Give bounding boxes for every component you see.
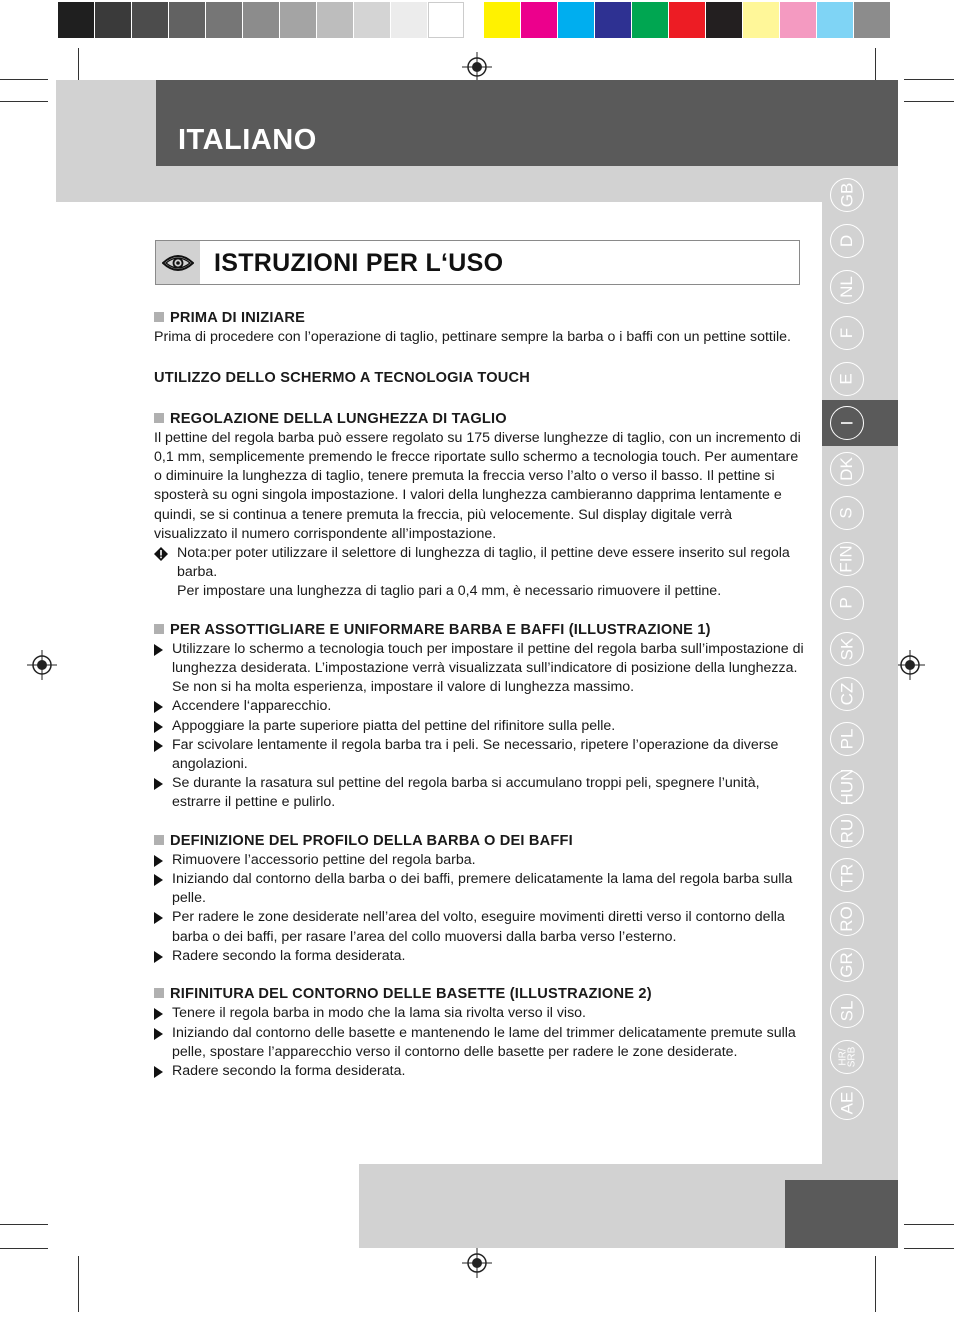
heading-regolazione: REGOLAZIONE DELLA LUNGHEZZA DI TAGLIO (154, 410, 804, 429)
list-item: Iniziando dal contorno delle basette e mantenendo le lame del trimmer delicatamente premute sulla pelle, spostare l’apparecchio verso il contorno delle basette per radere le zone desiderate. (154, 1024, 804, 1062)
language-tab-label: DK (837, 457, 856, 481)
swatch (743, 2, 779, 38)
swatch (58, 2, 94, 38)
swatch (558, 2, 594, 38)
list-item: Appoggiare la parte superiore piatta del pettine del rifinitore sulla pelle. (154, 717, 804, 736)
crop-mark (0, 101, 48, 102)
swatch (132, 2, 168, 38)
language-tab-label: P (837, 597, 856, 609)
language-tab-f[interactable] (830, 316, 864, 350)
crop-mark (78, 1256, 79, 1312)
language-tab-label: TR (836, 863, 856, 887)
crop-mark (875, 1256, 876, 1312)
swatch (780, 2, 816, 38)
language-tab-label: D (837, 234, 856, 248)
language-tab-label: HUN (837, 768, 856, 806)
bullet-arrow-icon (154, 1066, 163, 1078)
swatch (354, 2, 390, 38)
bullet-arrow-icon (154, 740, 163, 752)
language-tab-label: RU (837, 818, 856, 844)
language-tab-label: FIN (836, 545, 856, 573)
swatch (632, 2, 668, 38)
crop-mark (0, 1224, 48, 1225)
list-item: Per radere le zone desiderate nell’area del volto, eseguire movimenti diretti verso il contorno della barba o dei baffi, per rasare l’area del collo muoversi dalla barba verso l’esterno. (154, 908, 804, 946)
bullet-arrow-icon (154, 874, 163, 886)
swatch (669, 2, 705, 38)
bullet-arrow-icon (154, 644, 163, 656)
color-calibration-bar-process (484, 2, 891, 38)
section-icon-box (156, 241, 200, 284)
language-tab-label: E (837, 373, 856, 385)
header-bar (156, 80, 898, 166)
list-item: Rimuovere l’accessorio pettine del regola barba. (154, 851, 804, 870)
crop-mark (904, 1224, 954, 1225)
language-tab-hun[interactable] (830, 770, 864, 804)
paragraph-regolazione: Il pettine del regola barba può essere regolato su 175 diverse lunghezze di taglio, con un incremento di 0,1 mm, semplicemente premendo le frecce riportate sullo schermo a tecnologia touch. Per aumentare o diminuire la lunghezza di taglio, tenere premuta la freccia verso l’alto o verso il basso. Il pettine si sposterà su ogni singola impostazione. I valori della lunghezza cambieranno dapprima lentamente e quindi, se si continua a tenere premuta la freccia, più velocemente. Sul display digitale verrà visualizzato il numero corrispondente all’impostazione. (154, 429, 801, 542)
swatch (391, 2, 427, 38)
bullet-arrow-icon (154, 778, 163, 790)
language-tab-ro[interactable] (830, 902, 864, 936)
language-tab-dk[interactable] (830, 452, 864, 486)
section-title: ISTRUZIONI PER L‘USO (214, 249, 504, 277)
language-tab-label: PL (836, 728, 856, 750)
paragraph-prima: Prima di procedere con l’operazione di taglio, pettinare sempre la barba o i baffi con un pettine sottile. (154, 329, 791, 346)
swatch (317, 2, 353, 38)
language-tab-label: GR (837, 952, 856, 978)
language-tab-label: CZ (836, 682, 856, 706)
crop-mark (0, 79, 48, 80)
registration-mark-icon (27, 650, 57, 680)
language-tab-label: AE (837, 1091, 856, 1115)
language-tab-label: SL (836, 1000, 856, 1022)
language-tab-label: F (836, 327, 856, 339)
list-item: Utilizzare lo schermo a tecnologia touch per impostare il pettine del regola barba sull’impostazione di lunghezza desiderata. L’impostazione verrà visualizzata sull’indicatore di posizione della lunghezza. Se non si ha molta esperienza, impostare il valore di lunghezza massimo. (154, 640, 804, 698)
heading-touch: UTILIZZO DELLO SCHERMO A TECNOLOGIA TOUCH (154, 370, 531, 387)
language-tab-label: NL (836, 276, 856, 298)
frame-left-block (56, 80, 156, 202)
language-tab-label: SK (837, 637, 856, 661)
language-tab-gr[interactable] (830, 948, 864, 982)
swatch (95, 2, 131, 38)
swatch (817, 2, 853, 38)
swatch (521, 2, 557, 38)
language-tab-label: RO (837, 906, 856, 932)
document-body (154, 309, 804, 1081)
registration-mark-icon (462, 1248, 492, 1278)
list-item: Iniziando dal contorno della barba o dei baffi, premere delicatamente la lama del regola barba sulla pelle. (154, 870, 804, 908)
crop-mark (904, 1248, 954, 1249)
registration-mark-icon (895, 650, 925, 680)
language-tab-i[interactable] (830, 406, 864, 440)
language-tab-s[interactable] (830, 496, 864, 530)
bullet-arrow-icon (154, 912, 163, 924)
swatch (206, 2, 242, 38)
language-tab-label: GB (837, 182, 856, 208)
page-number-box (785, 1180, 898, 1248)
bullet-arrow-icon (154, 951, 163, 963)
list-item: Se durante la rasatura sul pettine del regola barba si accumulano troppi peli, spegnere l’unità, estrarre il pettine e pulirlo. (154, 774, 804, 812)
language-tab-p[interactable] (830, 586, 864, 620)
page-title: ITALIANO (178, 124, 317, 156)
list-item: Radere secondo la forma desiderata. (154, 1062, 804, 1081)
bullet-arrow-icon (154, 855, 163, 867)
heading-prima: PRIMA DI INIZIARE (154, 309, 804, 328)
note-text-1: Nota:per poter utilizzare il selettore di lunghezza di taglio, il pettine deve essere inserito sul regola barba. (177, 545, 790, 581)
crop-mark (904, 79, 954, 80)
bullet-arrow-icon (154, 1008, 163, 1020)
swatch (854, 2, 890, 38)
eye-icon (162, 253, 194, 273)
language-tab-d[interactable] (830, 224, 864, 258)
swatch (428, 2, 464, 38)
language-tab-sk[interactable] (830, 632, 864, 666)
heading-profilo: DEFINIZIONE DEL PROFILO DELLA BARBA O DEI BAFFI (154, 832, 804, 851)
frame-top-band (156, 166, 898, 202)
swatch (169, 2, 205, 38)
language-tab-e[interactable] (830, 362, 864, 396)
heading-assottigliare: PER ASSOTTIGLIARE E UNIFORMARE BARBA E BAFFI (ILLUSTRAZIONE 1) (154, 621, 804, 640)
list-assottigliare (154, 640, 804, 813)
language-tab-ru[interactable] (830, 814, 864, 848)
language-tab-hrsrb[interactable] (830, 1040, 864, 1074)
note-block (154, 544, 804, 602)
list-item: Accendere l‘apparecchio. (154, 697, 804, 716)
list-item: Far scivolare lentamente il regola barba tra i peli. Se necessario, ripetere l’operazione da diverse angolazioni. (154, 736, 804, 774)
language-tab-fin[interactable] (830, 542, 864, 576)
language-tab-gb[interactable] (830, 178, 864, 212)
bullet-arrow-icon (154, 1028, 163, 1040)
bullet-arrow-icon (154, 721, 163, 733)
swatch (243, 2, 279, 38)
crop-mark (0, 1248, 48, 1249)
crop-mark (904, 101, 954, 102)
list-item: Radere secondo la forma desiderata. (154, 947, 804, 966)
language-tab-cz[interactable] (830, 677, 864, 711)
language-tab-pl[interactable] (830, 722, 864, 756)
list-item: Tenere il regola barba in modo che la lama sia rivolta verso il viso. (154, 1004, 804, 1023)
language-tab-label: HR/ SRB (837, 1046, 857, 1068)
language-tab-label: I (836, 420, 856, 426)
registration-mark-icon (462, 52, 492, 82)
warning-diamond-icon (154, 547, 168, 561)
bullet-arrow-icon (154, 701, 163, 713)
swatch (484, 2, 520, 38)
swatch (280, 2, 316, 38)
language-tab-tr[interactable] (830, 858, 864, 892)
note-text-2: Per impostare una lunghezza di taglio pari a 0,4 mm, è necessario rimuovere il pettine. (177, 583, 722, 600)
heading-basette: RIFINITURA DEL CONTORNO DELLE BASETTE (ILLUSTRAZIONE 2) (154, 985, 804, 1004)
list-basette (154, 1004, 804, 1081)
language-tab-ae[interactable] (830, 1086, 864, 1120)
language-tab-nl[interactable] (830, 270, 864, 304)
language-tab-sl[interactable] (830, 994, 864, 1028)
list-profilo (154, 851, 804, 966)
language-tab-label: S (837, 507, 856, 519)
color-calibration-bar (58, 2, 465, 38)
section-header (155, 240, 800, 285)
swatch (595, 2, 631, 38)
swatch (706, 2, 742, 38)
